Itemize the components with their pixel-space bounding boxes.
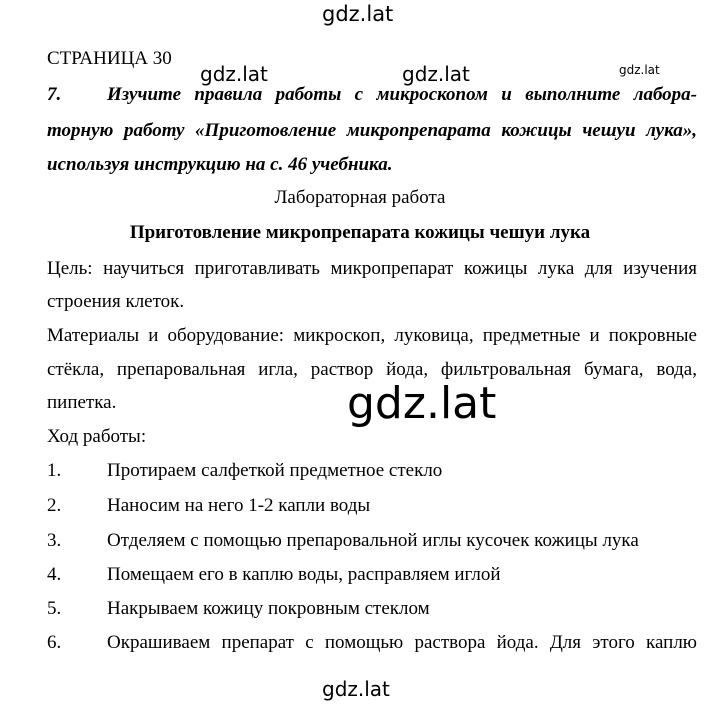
- step-number: 2.: [47, 495, 62, 516]
- watermark-large: gdz.lat: [347, 378, 497, 429]
- step-number: 5.: [47, 598, 62, 619]
- watermark-bottom: gdz.lat: [322, 677, 390, 701]
- task-line-3: используя инструкцию на с. 46 учебника.: [47, 154, 393, 175]
- goal-line-2: строения клеток.: [47, 291, 185, 312]
- step-text: Отделяем с помощью препаровальной иглы кусочек кожицы лука: [107, 530, 639, 551]
- materials-line-2: стёкла, препаровальная игла, раствор йода, фильтровальная бумага, вода,: [47, 359, 697, 380]
- step-number: 6.: [47, 632, 62, 653]
- task-line-2: торную работу «Приготовление микропрепарата кожицы чешуи лука»,: [47, 120, 697, 141]
- watermark-top: gdz.lat: [322, 2, 394, 26]
- task-number: 7.: [47, 84, 62, 105]
- procedure-title: Ход работы:: [47, 426, 147, 447]
- step-number: 1.: [47, 460, 62, 481]
- step-text: Накрываем кожицу покровным стеклом: [107, 598, 430, 619]
- step-number: 3.: [47, 530, 62, 551]
- page-header: СТРАНИЦА 30: [47, 48, 172, 69]
- step-text: Окрашиваем препарат с помощью раствора йода. Для этого каплю: [107, 632, 697, 653]
- goal-line-1: Цель: научиться приготавливать микропрепарат кожицы лука для изучения: [47, 258, 697, 279]
- materials-line-1: Материалы и оборудование: микроскоп, луковица, предметные и покровные: [47, 325, 697, 346]
- step-number: 4.: [47, 564, 62, 585]
- watermark-small-1: gdz.lat: [200, 62, 268, 86]
- watermark-small-3: gdz.lat: [619, 63, 660, 77]
- task-line-1: Изучите правила работы с микроскопом и выполните лабора-: [107, 84, 697, 105]
- materials-line-3: пипетка.: [47, 392, 117, 413]
- step-text: Помещаем его в каплю воды, расправляем иглой: [107, 564, 501, 585]
- step-text: Протираем салфеткой предметное стекло: [107, 460, 443, 481]
- lab-subtitle: Приготовление микропрепарата кожицы чешуи лука: [129, 222, 591, 243]
- step-text: Наносим на него 1-2 капли воды: [107, 495, 371, 516]
- lab-title: Лабораторная работа: [274, 187, 446, 208]
- watermark-small-2: gdz.lat: [402, 62, 470, 86]
